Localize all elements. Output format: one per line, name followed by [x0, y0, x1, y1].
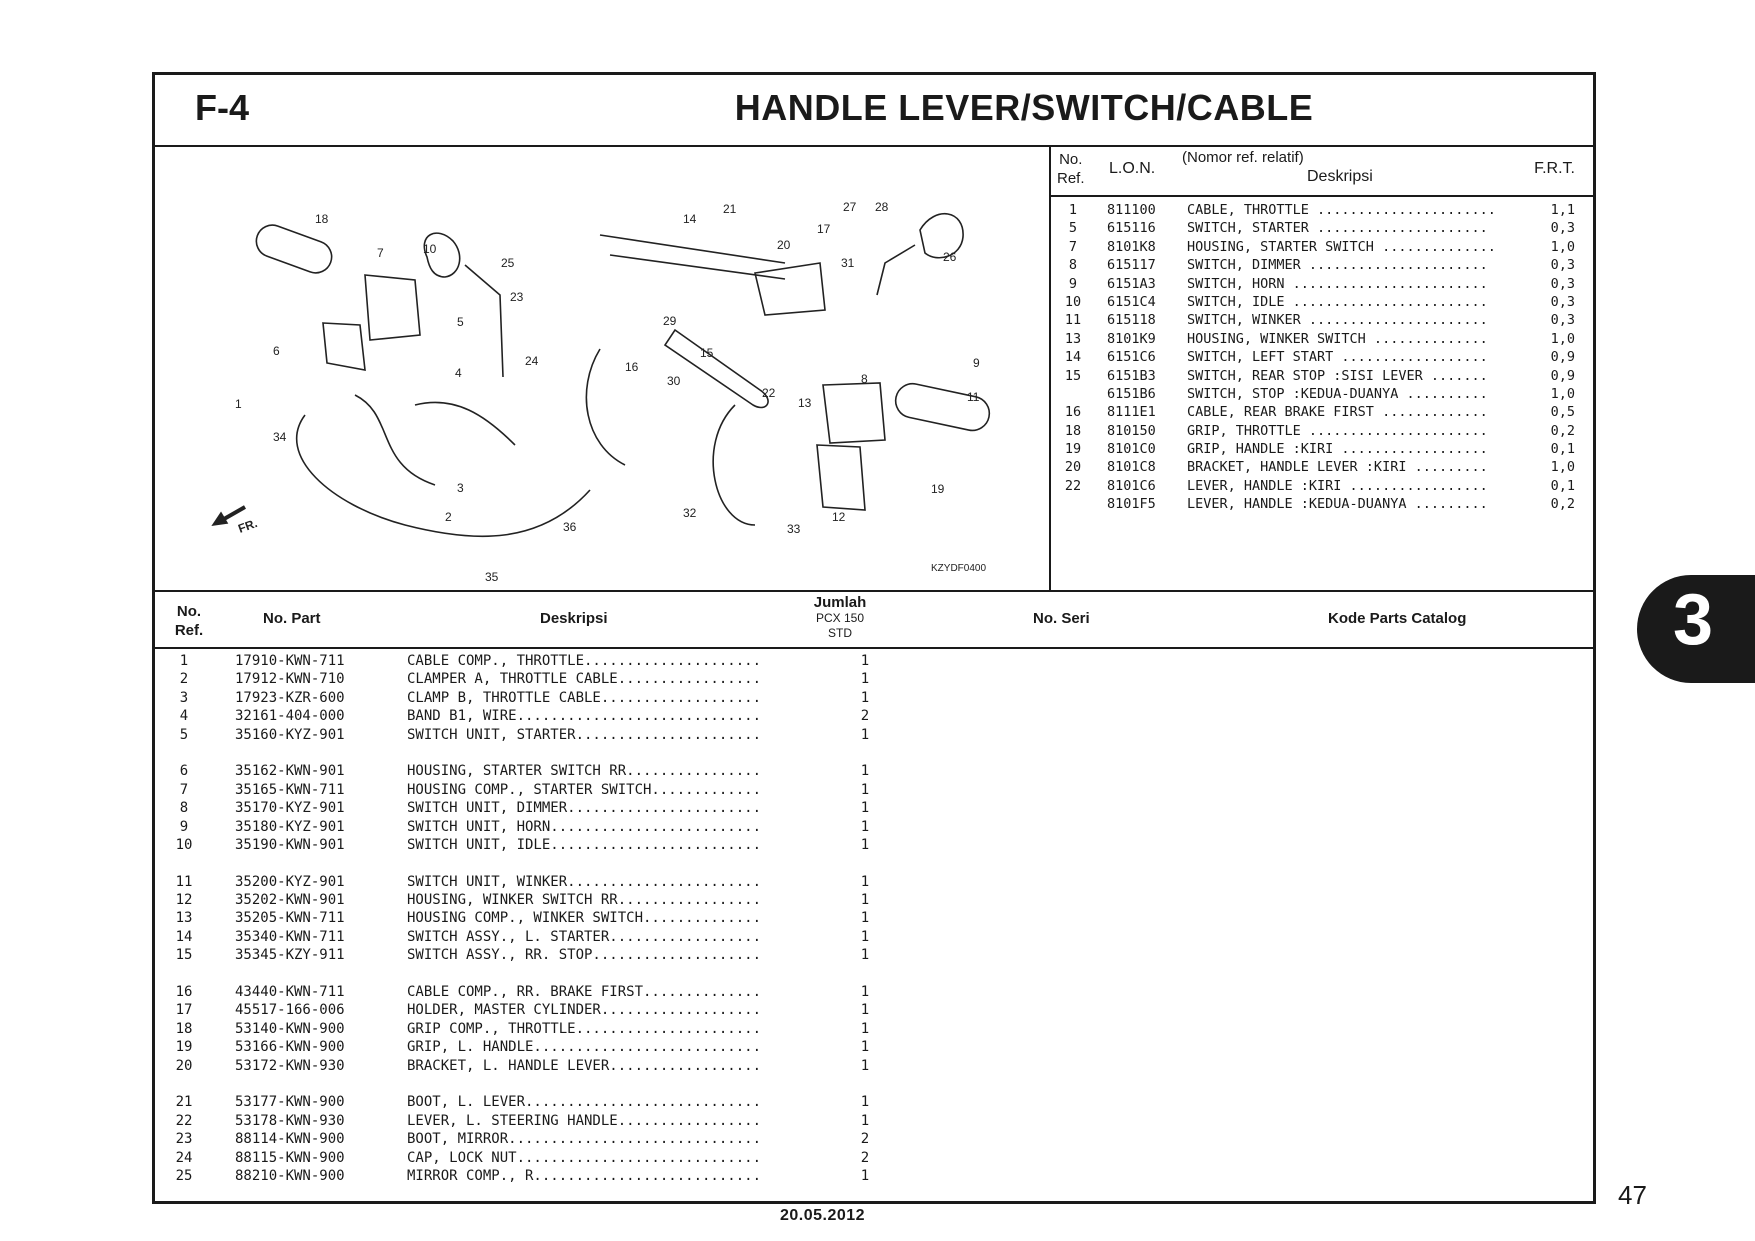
part-number: 45517-166-006 — [235, 1002, 345, 1019]
figure-code: F-4 — [195, 87, 249, 128]
lon-desc: SWITCH, IDLE ........................ — [1187, 293, 1488, 310]
group-spacer — [155, 1076, 1593, 1094]
lon-frt: 0,3 — [1550, 312, 1575, 329]
part-qty: 1 — [860, 1002, 870, 1019]
part-ref-no: 6 — [179, 763, 189, 780]
parts-row — [155, 874, 1593, 892]
lon-ref-no: 7 — [1068, 238, 1078, 255]
part-ref-no: 8 — [179, 800, 189, 817]
part-ref-no: 25 — [175, 1167, 193, 1184]
part-number: 53172-KWN-930 — [235, 1057, 345, 1074]
parts-col-serial: No. Seri — [1033, 610, 1090, 627]
callout-26: 26 — [943, 250, 957, 264]
part-qty: 2 — [860, 1131, 870, 1148]
callout-11: 11 — [967, 390, 980, 404]
lon-ref-no: 19 — [1064, 441, 1082, 458]
lon-table-header — [1049, 145, 1593, 197]
part-desc: SWITCH UNIT, DIMMER....................... — [407, 800, 762, 817]
parts-table-body — [155, 653, 1593, 1186]
part-ref-no: 20 — [175, 1057, 193, 1074]
callout-34: 34 — [273, 430, 287, 444]
parts-col-qty: Jumlah — [813, 594, 867, 611]
lon-desc: SWITCH, STOP :KEDUA-DUANYA .......... — [1187, 385, 1488, 402]
part-number: 53177-KWN-900 — [235, 1094, 345, 1111]
part-desc: SWITCH UNIT, IDLE......................... — [407, 836, 762, 853]
callout-8: 8 — [861, 372, 868, 386]
labor-operation-table — [1049, 145, 1593, 590]
part-ref-no: 23 — [175, 1131, 193, 1148]
part-desc: BRACKET, L. HANDLE LEVER.................. — [407, 1057, 762, 1074]
part-desc: CABLE COMP., THROTTLE..................... — [407, 653, 762, 669]
lon-code: 615118 — [1107, 312, 1156, 329]
lon-frt: 0,3 — [1550, 293, 1575, 310]
callout-28: 28 — [875, 200, 889, 214]
part-qty: 1 — [860, 1094, 870, 1111]
lon-ref-no: 1 — [1068, 202, 1078, 218]
group-spacer — [155, 855, 1593, 873]
lon-ref-no: 15 — [1064, 367, 1082, 384]
page-number: 47 — [1618, 1180, 1647, 1210]
lon-desc: SWITCH, WINKER ...................... — [1187, 312, 1488, 329]
lon-frt: 0,3 — [1550, 257, 1575, 274]
section-tab — [1637, 575, 1755, 683]
lon-ref-no: 8 — [1068, 257, 1078, 274]
part-desc: CAP, LOCK NUT............................. — [407, 1149, 762, 1166]
callout-21: 21 — [723, 202, 737, 216]
parts-row — [155, 892, 1593, 910]
part-number: 53140-KWN-900 — [235, 1020, 345, 1037]
lon-ref-no: 16 — [1064, 404, 1082, 421]
lon-desc: SWITCH, HORN ........................ — [1187, 275, 1488, 292]
page-frame — [152, 72, 1596, 1204]
fr-arrow-label: FR. — [236, 516, 260, 536]
lon-code: 810150 — [1107, 422, 1156, 439]
lon-frt: 1,0 — [1550, 385, 1575, 402]
parts-row — [155, 819, 1593, 837]
lon-ref-no: 5 — [1068, 220, 1078, 237]
part-number: 88114-KWN-900 — [235, 1131, 345, 1148]
part-ref-no: 9 — [179, 818, 189, 835]
part-number: 35170-KYZ-901 — [235, 800, 345, 817]
parts-col-qty-model: PCX 150 — [815, 611, 865, 625]
parts-row — [155, 708, 1593, 726]
part-qty: 1 — [860, 1020, 870, 1037]
part-number: 17912-KWN-710 — [235, 671, 345, 688]
parts-row — [155, 1094, 1593, 1112]
part-desc: BAND B1, WIRE............................. — [407, 708, 762, 725]
diagram-drawing — [155, 145, 1049, 590]
parts-row — [155, 671, 1593, 689]
part-number: 35160-KYZ-901 — [235, 726, 345, 743]
lon-code: 8101C8 — [1107, 459, 1156, 476]
part-ref-no: 11 — [175, 873, 193, 890]
lon-row — [1049, 386, 1593, 404]
parts-col-catalog: Kode Parts Catalog — [1328, 610, 1467, 627]
part-desc: SWITCH UNIT, HORN......................... — [407, 818, 762, 835]
lon-desc: GRIP, HANDLE :KIRI .................. — [1187, 441, 1488, 458]
lon-code: 8111E1 — [1107, 404, 1156, 421]
callout-12: 12 — [832, 510, 846, 524]
part-number: 35180-KYZ-901 — [235, 818, 345, 835]
callout-32: 32 — [683, 506, 697, 520]
part-qty: 1 — [860, 689, 870, 706]
lon-frt: 1,0 — [1550, 459, 1575, 476]
callout-30: 30 — [667, 374, 681, 388]
lon-frt: 0,1 — [1550, 477, 1575, 494]
part-ref-no: 17 — [175, 1002, 193, 1019]
part-number: 53178-KWN-930 — [235, 1112, 345, 1129]
group-spacer — [155, 745, 1593, 763]
lon-desc: SWITCH, REAR STOP :SISI LEVER ....... — [1187, 367, 1488, 384]
callout-9: 9 — [973, 356, 980, 370]
lon-desc: SWITCH, DIMMER ...................... — [1187, 257, 1488, 274]
parts-row — [155, 947, 1593, 965]
part-qty: 1 — [860, 947, 870, 964]
part-qty: 1 — [860, 763, 870, 780]
diagram-callouts — [235, 200, 986, 584]
parts-col-qty-type: STD — [828, 626, 852, 640]
lon-frt: 0,2 — [1550, 422, 1575, 439]
footer-date: 20.05.2012 — [780, 1207, 866, 1224]
lon-col-desc: Deskripsi — [1307, 168, 1373, 185]
part-desc: CABLE COMP., RR. BRAKE FIRST.............. — [407, 984, 762, 1001]
callout-19: 19 — [931, 482, 945, 496]
part-number: 35162-KWN-901 — [235, 763, 345, 780]
part-desc: CLAMP B, THROTTLE CABLE................... — [407, 689, 762, 706]
group-spacer — [155, 966, 1593, 984]
part-number: 43440-KWN-711 — [235, 984, 345, 1001]
parts-row — [155, 800, 1593, 818]
part-number: 35345-KZY-911 — [235, 947, 345, 964]
lon-row — [1049, 459, 1593, 477]
part-ref-no: 4 — [179, 708, 189, 725]
lon-frt: 0,5 — [1550, 404, 1575, 421]
lon-ref-no: 13 — [1064, 330, 1082, 347]
parts-row — [155, 782, 1593, 800]
parts-row — [155, 1168, 1593, 1186]
part-qty: 1 — [860, 726, 870, 743]
lon-desc: LEVER, HANDLE :KEDUA-DUANYA ......... — [1187, 496, 1488, 513]
lon-code: 8101C6 — [1107, 477, 1156, 494]
lon-row — [1049, 349, 1593, 367]
lon-ref-no: 14 — [1064, 349, 1082, 366]
callout-1: 1 — [235, 397, 242, 411]
lon-row — [1049, 276, 1593, 294]
part-desc: SWITCH ASSY., RR. STOP.................... — [407, 947, 762, 964]
lon-code: 6151B3 — [1107, 367, 1156, 384]
part-ref-no: 21 — [175, 1094, 193, 1111]
lon-code: 6151B6 — [1107, 385, 1156, 402]
page-header — [155, 75, 1593, 147]
part-ref-no: 18 — [175, 1020, 193, 1037]
parts-row — [155, 910, 1593, 928]
lon-code: 6151A3 — [1107, 275, 1156, 292]
part-number: 35202-KWN-901 — [235, 892, 345, 909]
lon-frt: 0,9 — [1550, 349, 1575, 366]
part-number: 35190-KWN-901 — [235, 836, 345, 853]
lon-frt: 0,9 — [1550, 367, 1575, 384]
part-qty: 1 — [860, 1039, 870, 1056]
lon-row — [1049, 257, 1593, 275]
callout-22: 22 — [762, 386, 776, 400]
callout-14: 14 — [683, 212, 697, 226]
callout-17: 17 — [817, 222, 831, 236]
lon-ref-no: 22 — [1064, 477, 1082, 494]
part-desc: GRIP COMP., THROTTLE...................... — [407, 1020, 762, 1037]
parts-row — [155, 690, 1593, 708]
lon-desc: GRIP, THROTTLE ...................... — [1187, 422, 1488, 439]
part-ref-no: 12 — [175, 892, 193, 909]
callout-4: 4 — [455, 366, 462, 380]
lon-code: 6151C6 — [1107, 349, 1156, 366]
lon-ref-no: 20 — [1064, 459, 1082, 476]
lon-desc: HOUSING, STARTER SWITCH .............. — [1187, 238, 1496, 255]
parts-row — [155, 1002, 1593, 1020]
part-number: 35205-KWN-711 — [235, 910, 345, 927]
callout-33: 33 — [787, 522, 801, 536]
parts-col-no: No. — [176, 603, 202, 620]
part-desc: MIRROR COMP., R........................... — [407, 1167, 762, 1184]
lon-col-ref: Ref. — [1057, 170, 1085, 187]
lon-frt: 1,0 — [1550, 238, 1575, 255]
callout-25: 25 — [501, 256, 515, 270]
part-qty: 1 — [860, 818, 870, 835]
callout-10: 10 — [423, 242, 437, 256]
part-number: 88210-KWN-900 — [235, 1167, 345, 1184]
part-desc: BOOT, MIRROR.............................. — [407, 1131, 762, 1148]
lon-row — [1049, 478, 1593, 496]
part-qty: 1 — [860, 800, 870, 817]
part-qty: 2 — [860, 1149, 870, 1166]
part-desc: SWITCH UNIT, STARTER...................... — [407, 726, 762, 743]
part-qty: 2 — [860, 708, 870, 725]
lon-code: 615117 — [1107, 257, 1156, 274]
lon-row — [1049, 423, 1593, 441]
section-tab-number: 3 — [1673, 580, 1714, 660]
lon-frt: 1,1 — [1550, 202, 1575, 218]
parts-row — [155, 763, 1593, 781]
lon-row — [1049, 312, 1593, 330]
callout-13: 13 — [798, 396, 812, 410]
part-ref-no: 7 — [179, 781, 189, 798]
lon-frt: 1,0 — [1550, 330, 1575, 347]
callout-18: 18 — [315, 212, 329, 226]
part-qty: 1 — [860, 910, 870, 927]
page-title: HANDLE LEVER/SWITCH/CABLE — [734, 87, 1314, 128]
part-desc: SWITCH ASSY., L. STARTER.................. — [407, 928, 762, 945]
part-ref-no: 14 — [175, 928, 193, 945]
part-desc: LEVER, L. STEERING HANDLE................. — [407, 1112, 762, 1129]
part-number: 53166-KWN-900 — [235, 1039, 345, 1056]
part-qty: 1 — [860, 1112, 870, 1129]
part-qty: 1 — [860, 928, 870, 945]
part-qty: 1 — [860, 984, 870, 1001]
part-desc: GRIP, L. HANDLE........................... — [407, 1039, 762, 1056]
lon-col-no: No. — [1059, 151, 1083, 168]
lon-row — [1049, 294, 1593, 312]
lon-ref-no: 10 — [1064, 293, 1082, 310]
part-qty: 1 — [860, 892, 870, 909]
lon-frt: 0,1 — [1550, 441, 1575, 458]
part-desc: CLAMPER A, THROTTLE CABLE................. — [407, 671, 762, 688]
part-qty: 1 — [860, 671, 870, 688]
part-desc: HOUSING COMP., STARTER SWITCH............. — [407, 781, 762, 798]
lon-desc: LEVER, HANDLE :KIRI ................. — [1187, 477, 1488, 494]
parts-row — [155, 1113, 1593, 1131]
part-ref-no: 16 — [175, 984, 193, 1001]
lon-ref-no: 9 — [1068, 275, 1078, 292]
parts-row — [155, 837, 1593, 855]
callout-3: 3 — [457, 481, 464, 495]
lon-desc: SWITCH, STARTER ..................... — [1187, 220, 1488, 237]
lon-row — [1049, 496, 1593, 514]
callout-24: 24 — [525, 354, 539, 368]
part-ref-no: 22 — [175, 1112, 193, 1129]
parts-row — [155, 727, 1593, 745]
parts-row — [155, 1058, 1593, 1076]
part-desc: BOOT, L. LEVER............................ — [407, 1094, 762, 1111]
parts-col-ref: Ref. — [174, 622, 204, 639]
callout-16: 16 — [625, 360, 639, 374]
lon-code: 6151C4 — [1107, 293, 1156, 310]
lon-code: 8101K9 — [1107, 330, 1156, 347]
part-qty: 1 — [860, 1057, 870, 1074]
lon-code: 811100 — [1107, 202, 1156, 218]
part-desc: SWITCH UNIT, WINKER....................... — [407, 873, 762, 890]
part-number: 88115-KWN-900 — [235, 1149, 345, 1166]
lon-col-lon: L.O.N. — [1109, 160, 1156, 177]
part-ref-no: 13 — [175, 910, 193, 927]
part-desc: HOLDER, MASTER CYLINDER................... — [407, 1002, 762, 1019]
parts-row — [155, 1150, 1593, 1168]
callout-7: 7 — [377, 246, 384, 260]
lon-desc: HOUSING, WINKER SWITCH .............. — [1187, 330, 1488, 347]
callout-20: 20 — [777, 238, 791, 252]
part-ref-no: 3 — [179, 689, 189, 706]
callout-29: 29 — [663, 314, 677, 328]
lon-code: 8101C0 — [1107, 441, 1156, 458]
part-desc: HOUSING COMP., WINKER SWITCH.............. — [407, 910, 762, 927]
part-qty: 1 — [860, 653, 870, 669]
parts-row — [155, 1039, 1593, 1057]
lon-col-frt: F.R.T. — [1534, 160, 1575, 177]
parts-row — [155, 1021, 1593, 1039]
parts-row — [155, 653, 1593, 671]
lon-desc: CABLE, REAR BRAKE FIRST ............. — [1187, 404, 1488, 421]
part-number: 35165-KWN-711 — [235, 781, 345, 798]
lon-row — [1049, 239, 1593, 257]
callout-35: 35 — [485, 570, 499, 584]
lon-row — [1049, 331, 1593, 349]
parts-row — [155, 1131, 1593, 1149]
parts-row — [155, 984, 1593, 1002]
lon-table-body — [1049, 202, 1593, 515]
part-ref-no: 19 — [175, 1039, 193, 1056]
lon-desc: CABLE, THROTTLE ...................... — [1187, 202, 1496, 218]
lon-ref-no: 18 — [1064, 422, 1082, 439]
lon-frt: 0,3 — [1550, 275, 1575, 292]
part-ref-no: 24 — [175, 1149, 193, 1166]
lon-col-relative: (Nomor ref. relatif) — [1182, 149, 1304, 166]
part-desc: HOUSING, WINKER SWITCH RR................. — [407, 892, 762, 909]
part-number: 17910-KWN-711 — [235, 653, 345, 669]
parts-row — [155, 929, 1593, 947]
part-ref-no: 5 — [179, 726, 189, 743]
lon-row — [1049, 404, 1593, 422]
part-desc: HOUSING, STARTER SWITCH RR................ — [407, 763, 762, 780]
part-number: 35200-KYZ-901 — [235, 873, 345, 890]
lon-frt: 0,3 — [1550, 220, 1575, 237]
callout-6: 6 — [273, 344, 280, 358]
lon-desc: BRACKET, HANDLE LEVER :KIRI ......... — [1187, 459, 1488, 476]
part-ref-no: 10 — [175, 836, 193, 853]
part-qty: 1 — [860, 836, 870, 853]
lon-code: 8101F5 — [1107, 496, 1156, 513]
part-qty: 1 — [860, 873, 870, 890]
part-number: 35340-KWN-711 — [235, 928, 345, 945]
lon-code: 8101K8 — [1107, 238, 1156, 255]
parts-col-part: No. Part — [263, 610, 321, 627]
part-ref-no: 1 — [179, 653, 189, 669]
lon-desc: SWITCH, LEFT START .................. — [1187, 349, 1488, 366]
parts-col-desc: Deskripsi — [540, 610, 608, 627]
lon-row — [1049, 441, 1593, 459]
part-ref-no: 15 — [175, 947, 193, 964]
part-number: 32161-404-000 — [235, 708, 345, 725]
part-qty: 1 — [860, 1167, 870, 1184]
exploded-diagram — [155, 145, 1051, 590]
lon-row — [1049, 202, 1593, 220]
callout-5: 5 — [457, 315, 464, 329]
callout-31: 31 — [841, 256, 855, 270]
lon-row — [1049, 220, 1593, 238]
callout-23: 23 — [510, 290, 524, 304]
part-qty: 1 — [860, 781, 870, 798]
image-code: KZYDF0400 — [931, 563, 987, 574]
lon-frt: 0,2 — [1550, 496, 1575, 513]
lon-code: 615116 — [1107, 220, 1156, 237]
callout-2: 2 — [445, 510, 452, 524]
lon-row — [1049, 368, 1593, 386]
parts-table-header — [155, 590, 1593, 649]
part-ref-no: 2 — [179, 671, 189, 688]
callout-36: 36 — [563, 520, 577, 534]
callout-15: 15 — [700, 346, 714, 360]
part-number: 17923-KZR-600 — [235, 689, 345, 706]
lon-ref-no: 11 — [1064, 312, 1082, 329]
callout-27: 27 — [843, 200, 857, 214]
